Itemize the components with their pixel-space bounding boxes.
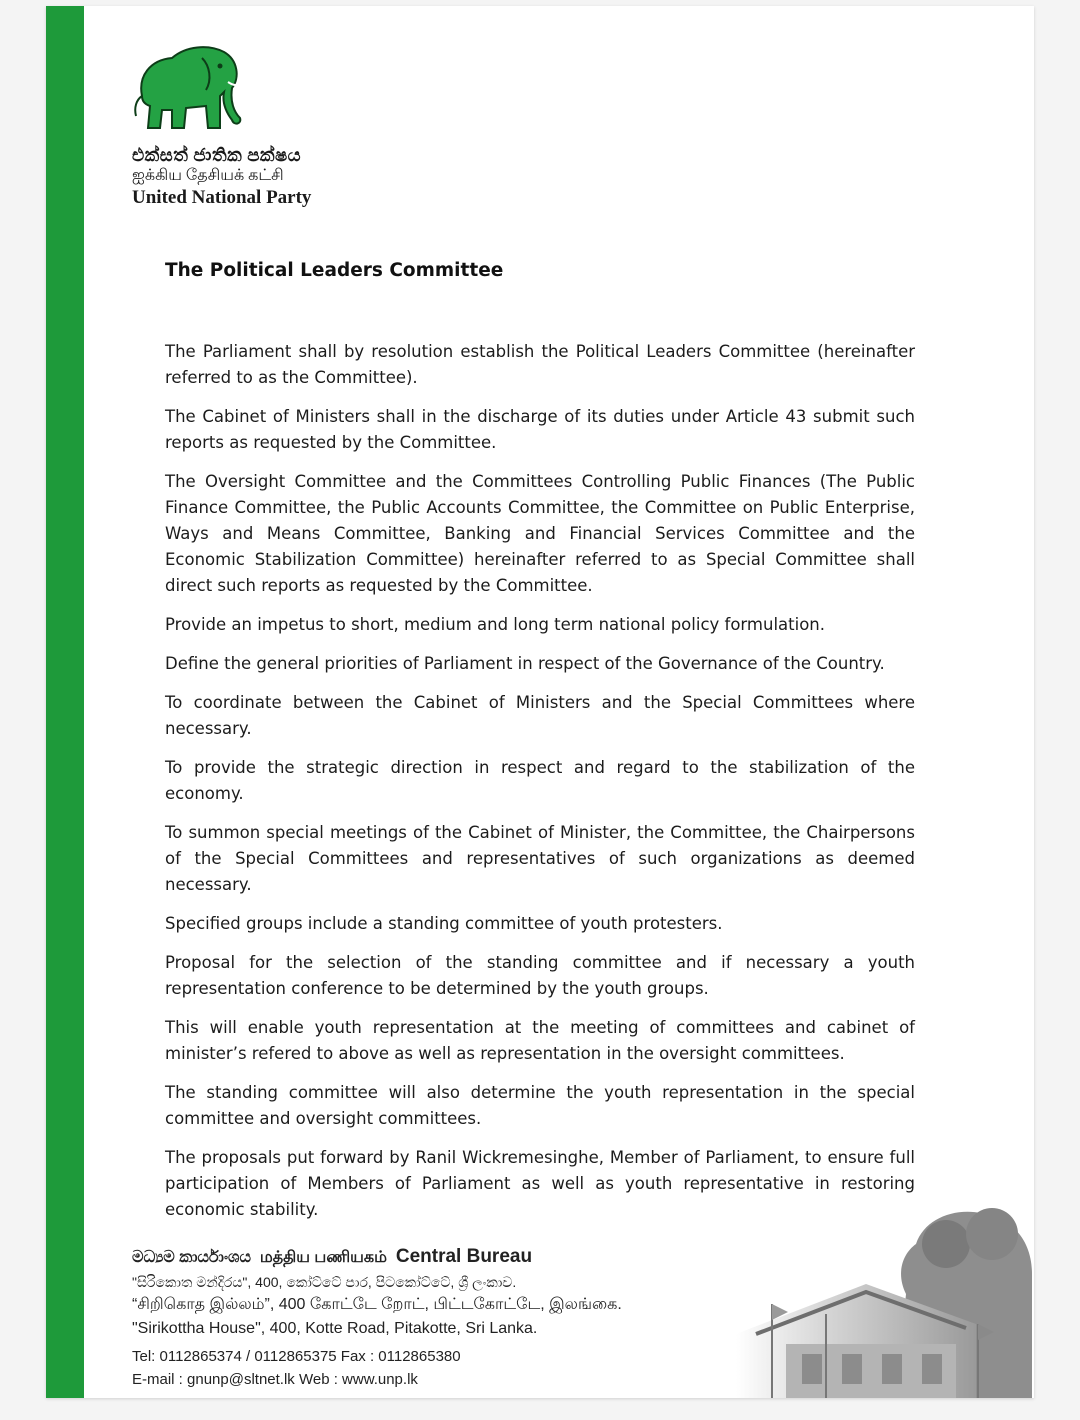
party-name-english: United National Party [132,187,312,208]
paragraph: To coordinate between the Cabinet of Ministers and the Special Committees where necessary. [165,693,915,738]
paragraph: Specified groups include a standing committee of youth protesters. [165,914,723,933]
paragraph: This will enable youth representation at the meeting of committees and cabinet of minister’s refered to above as well as representation in the oversight committees. [165,1018,915,1063]
document-page [46,6,1034,1398]
elephant-logo-icon [128,36,248,136]
paragraph: Define the general priorities of Parliament in respect of the Governance of the Country. [165,654,885,673]
bureau-tamil: மத்திய பணியகம் [259,1249,387,1266]
party-name-tamil: ஐக்கிய தேசியக் கட்சி [132,167,284,184]
paragraph: The Cabinet of Ministers shall in the discharge of its duties under Article 43 submit such reports as requested by the Committee. [165,407,915,452]
paragraph: Provide an impetus to short, medium and long term national policy formulation. [165,615,825,634]
green-side-band [46,6,84,1398]
paragraph: The standing committee will also determine the youth representation in the special committee and oversight committees. [165,1083,915,1128]
address-sinhala: "සිරිකොත මන්දිරය", 400, කෝට්ටේ පාර, පිටකෝට්ටේ, ශ්‍රී ලංකාව. [132,1274,517,1290]
sirikotha-building-photo [716,1204,1034,1398]
paragraph: The Oversight Committee and the Committees Controlling Public Finances (The Public Finance Committee, the Public Accounts Committee, the Committee on Public Enterprise, Ways and Means Committee, Banking and Financial Services Committee and the Economic Stabilization Committee) hereinafter referred to as Special Committee shall direct such reports as requested by the Committee. [165,472,915,595]
paragraph: The proposals put forward by Ranil Wickremesinghe, Member of Parliament, to ensure full participation of Members of Parliament as well as youth representative in restoring economic stability. [165,1148,915,1219]
document-body [165,339,915,1236]
party-name-block [132,144,311,210]
paragraph: To summon special meetings of the Cabinet of Minister, the Committee, the Chairpersons of the Special Committees and representatives of such organizations as deemed necessary. [165,823,915,894]
phone-fax: Tel: 0112865374 / 0112865375 Fax : 0112865380 [132,1348,461,1365]
document-title: The Political Leaders Committee [165,260,504,281]
party-name-sinhala: එක්සත් ජාතික පක්ෂය [132,145,302,165]
address-english: "Sirikottha House", 400, Kotte Road, Pitakotte, Sri Lanka. [132,1320,538,1337]
bureau-english: Central Bureau [395,1246,533,1267]
paragraph: To provide the strategic direction in respect and regard to the stabilization of the economy. [165,758,915,803]
email-web: E-mail : gnunp@sltnet.lk Web : www.unp.lk [132,1371,418,1388]
footer-address-block [132,1244,622,1391]
paragraph: Proposal for the selection of the standing committee and if necessary a youth representation conference to be determined by the youth groups. [165,953,915,998]
footer-heading [132,1244,622,1271]
bureau-sinhala: මධ්‍යම කාර්යාංශය [132,1249,251,1266]
address-tamil: “சிறிகொத இல்லம்”, 400 கோட்டே றோட், பிட்டகோட்டே, இலங்கை. [132,1296,622,1313]
paragraph: The Parliament shall by resolution establish the Political Leaders Committee (hereinafter referred to as the Committee). [165,342,915,387]
